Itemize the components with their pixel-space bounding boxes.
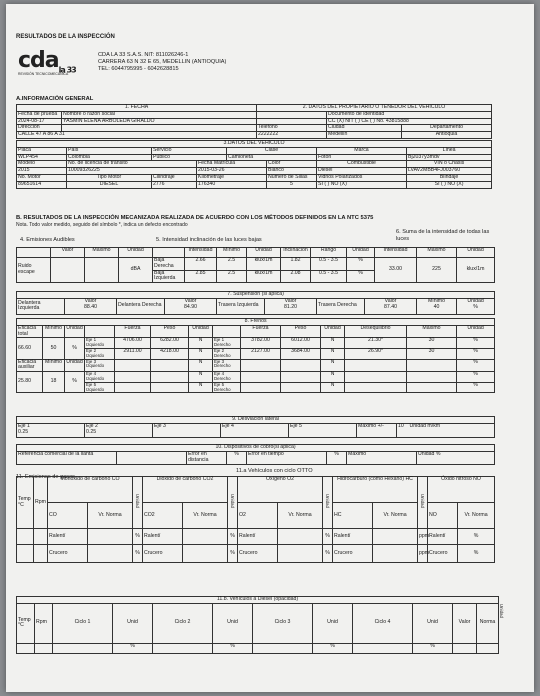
km-label: Kilometraje <box>197 174 267 181</box>
no-crucero-pct: % <box>458 545 495 563</box>
depto-label: Departamento <box>402 125 492 132</box>
co2-crucero-pct: % <box>228 545 238 563</box>
o2-header: Oxígeno O2 <box>238 477 323 503</box>
error-distancia-pct: % <box>227 451 247 464</box>
diesel-norma-label: Norma <box>477 603 499 643</box>
baja-derecha-minimo: 2.5 <box>217 258 247 271</box>
matricula-value: 2015-03-26 <box>197 168 267 175</box>
eje-2-izq-peso: 4218.00 <box>151 348 189 359</box>
co-header: Monóxido de carbono CO <box>48 477 133 503</box>
s5-intensidad-header: Intensidad <box>185 248 217 258</box>
baja-izquierda-inclinacion: 2.08 <box>281 270 311 283</box>
s6-unidad-header: Unidad <box>457 248 495 258</box>
diesel-temp-label: Temp °C <box>17 603 35 643</box>
dir-label: Dirección <box>17 125 62 132</box>
blindaje-label: Blindaje <box>407 174 492 181</box>
no-ralenti-pct: % <box>458 529 495 545</box>
eje-1-maximo: 30 <box>407 338 457 349</box>
ruido-escape-label: Ruido escape <box>17 258 51 283</box>
desv-eje-5-label: Eje 5 <box>289 423 357 437</box>
motor-label: No. Motor <box>17 174 67 181</box>
o2-ralenti-pct: % <box>323 529 333 545</box>
peso-der-header: Peso <box>281 325 321 338</box>
desv-eje-2-value: 0.25 <box>86 428 97 435</box>
motor-value: 89651614 <box>17 181 67 188</box>
fecha-value: 2024-08-17 <box>17 118 62 125</box>
eficacia-auxiliar-unidad: % <box>65 372 85 393</box>
fecha-label: Fecha de prueba <box>17 111 62 118</box>
s9-title: 9. Desviación lateral <box>17 417 495 424</box>
combustible-label: Combustible <box>317 161 407 168</box>
unidad-izq-header: Unidad <box>189 325 213 338</box>
section-a-heading: A.INFORMACIÓN GENERAL <box>16 96 94 102</box>
eje-5-der-unidad: N <box>321 382 345 393</box>
baja-izquierda-intensidad: 2.85 <box>185 270 217 283</box>
baja-derecha-pct: % <box>347 258 375 271</box>
vin-value: LVAV2MBB4FJ003760 <box>407 168 492 175</box>
vehicle-data-table <box>16 140 492 189</box>
eje-3-unidad: % <box>457 359 495 372</box>
frenos-maximo-header: Máximo <box>407 325 457 338</box>
co2-vr-norma: Vr. Norma <box>183 503 228 529</box>
s4-valor-header: Valor <box>51 248 85 258</box>
eje-5-unidad: % <box>457 382 495 393</box>
s6-title: 6. Suma de la intensidad de todas las luces <box>396 229 490 242</box>
eje-2-izq-unidad: N <box>189 348 213 359</box>
color-label: Color <box>267 161 317 168</box>
tel-value: 2222222 <box>257 132 327 139</box>
co2-header: Dióxido de carbono CO2 <box>143 477 228 503</box>
hc-crucero-ppm: ppm <box>418 545 428 563</box>
vidrios-label: Vidrios Polarizados <box>317 174 407 181</box>
co2-ralenti-pct: % <box>228 529 238 545</box>
peso-izq-header: Peso <box>151 325 189 338</box>
unidad-der-header: Unidad <box>321 325 345 338</box>
suspension-table <box>16 291 495 315</box>
no-vr-norma: Vr. Norma <box>458 503 495 529</box>
error-distancia-label: Error en distancia <box>187 451 227 464</box>
hc-ralenti-label: Ralentí <box>333 529 373 545</box>
s1-title: 1. FECHA <box>17 105 257 112</box>
desv-unidad-label: Unidad m/km <box>409 422 441 429</box>
eficacia-auxiliar-minimo: 18 <box>43 372 65 393</box>
ciclo-4-unid: Unid <box>413 603 453 643</box>
baja-derecha-label: Baja Derecha <box>153 258 185 271</box>
s7-title: 7. Suspensión (si aplica) <box>17 292 495 299</box>
co-sub: CO <box>48 503 88 529</box>
marca-label: Marca <box>317 147 407 154</box>
hc-unidad-vertical: Unidad <box>420 494 426 509</box>
eje-4-der-unidad: N <box>321 372 345 383</box>
ef-aux-minimo-header: Mínimo <box>43 359 65 372</box>
eje-2-der-fuerza: 2127.00 <box>241 348 281 359</box>
s5-unidad2-header: Unidad <box>347 248 375 258</box>
company-logo: cda$_{la 33}$ <box>18 48 76 75</box>
no-header: Óxido nitroso NO <box>428 477 495 503</box>
company-address: CARRERA 63 N 32 E 65, MEDELLIN (ANTIOQUIA) <box>98 59 227 65</box>
del-izq-valor-label: Valor <box>84 297 97 304</box>
s8-title: 8. Frenos <box>17 319 495 326</box>
eje-5-izq-unidad: N <box>189 382 213 393</box>
tras-der-value: 87.40 <box>384 303 397 310</box>
licencia-value: 10009326225 <box>67 168 197 175</box>
gases-diesel-table <box>16 596 499 654</box>
tras-der-valor-label: Valor <box>384 297 397 304</box>
s4-title: 4. Emisiones Audibles <box>20 237 75 243</box>
co2-ralenti-label: Ralentí <box>143 529 183 545</box>
tras-der-label: Trasera Derecha <box>317 298 365 314</box>
s5-inclinacion-header: Inclinación <box>281 248 311 258</box>
hc-vr-norma: Vr. Norma <box>373 503 418 529</box>
blindaje-value: SI ( ) NO (X) <box>407 181 492 188</box>
modelo-label: Modelo <box>17 161 67 168</box>
hc-ralenti-ppm: ppm <box>418 529 428 545</box>
eje-1-der-unidad: N <box>321 338 345 349</box>
del-izq-value: 88.40 <box>84 303 97 310</box>
tipo-motor-value: DIESEL <box>67 181 152 188</box>
document-title: RESULTADOS DE LA INSPECCIÓN <box>16 34 115 40</box>
doc-label: Documento de identidad <box>327 111 492 118</box>
eje-1-desequilibrio: 21.30* <box>345 338 407 349</box>
matricula-label: Fecha Matrícula <box>197 161 267 168</box>
tras-izq-value: 81.20 <box>284 303 297 310</box>
nota-text: Nota. Todo valor medido, seguido del símbolo *, indica un defecto encontrado <box>16 222 188 228</box>
company-nit: CDA LA 33 S.A.S. NIT: 811026246-1 <box>98 52 189 58</box>
eje-4-izq-label: Eje 4 Izquierdo <box>85 372 115 383</box>
km-value: 176340 <box>197 181 267 188</box>
ef-aux-unidad-header: Unidad <box>65 359 85 372</box>
s4-unit-value: dBA <box>119 258 153 283</box>
logo-tagline: REVISIÓN TECNICOMECÁNICA <box>18 72 69 76</box>
cobro-maximo-label: Máximo <box>347 451 417 464</box>
desviacion-table <box>16 416 495 438</box>
susp-minimo-label: Mínimo <box>427 297 445 304</box>
s6-unidad-value: klux/1m <box>457 258 495 283</box>
hc-header: Hidrocarburo (como Hexano) HC <box>333 477 418 503</box>
fuerza-izq-header: Fuerza <box>115 325 151 338</box>
s11-title: 11. Emisiones de gases <box>16 474 75 480</box>
dir-value: CALLE 47 A 86 A 31 <box>17 132 257 139</box>
desv-eje-1-label: Eje 1 <box>18 422 30 429</box>
ciudad-label: Ciudad <box>327 125 402 132</box>
linea-label: Línea <box>407 147 492 154</box>
section-b-heading: B. RESULTADOS DE LA INSPECCIÓN MECANIZADA REALIZADA DE ACUERDO CON LOS MÉTODOS DEFINIDOS EN LA NTC 5375 <box>16 215 374 221</box>
eficacia-auxiliar-label: Eficacia auxiliar <box>17 359 43 372</box>
susp-unidad-value: % <box>473 303 478 310</box>
inspection-report-page <box>6 4 534 692</box>
eje-2-der-peso: 3684.00 <box>281 348 321 359</box>
eje-1-der-fuerza: 3782.00 <box>241 338 281 349</box>
otto-temp-label: Temp °C <box>17 477 34 529</box>
desv-eje-3-label: Eje 3 <box>153 423 221 437</box>
doc-value: CC (X) NIT ( ) CE ( ) No. 43815888 <box>327 118 492 125</box>
susp-minimo-value: 40 <box>433 303 440 310</box>
no-sub: NO <box>428 503 458 529</box>
cilindraje-value: 2776 <box>152 181 197 188</box>
clase-value: Camioneta <box>227 154 317 161</box>
eje-1-izq-label: Eje 1 Izquierdo <box>85 338 115 349</box>
error-tiempo-pct: % <box>327 451 347 464</box>
eje-1-izq-unidad: N <box>189 338 213 349</box>
eje-4-der-label: Eje 4 Derecho <box>213 372 241 383</box>
eficacia-total-unidad: % <box>65 338 85 359</box>
ciclo-1-pct: % <box>113 643 153 653</box>
ciclo-2-pct: % <box>213 643 253 653</box>
ciclo-2-label: Ciclo 2 <box>153 603 213 643</box>
clase-label: Clase <box>227 147 317 154</box>
color-value: Blanco <box>267 168 317 175</box>
placa-value: WLP454 <box>17 154 67 161</box>
ciclo-3-pct: % <box>313 643 353 653</box>
ciclo-1-unid: Unid <box>113 603 153 643</box>
co-crucero-pct: % <box>133 545 143 563</box>
servicio-label: Servicio <box>152 147 227 154</box>
baja-izquierda-minimo: 2.5 <box>217 270 247 283</box>
modelo-value: 2015 <box>17 168 67 175</box>
desv-eje-2-label: Eje 2 <box>86 422 98 429</box>
cilindraje-label: Cilindraje <box>152 174 197 181</box>
del-der-value: 84.90 <box>184 303 197 310</box>
ef-total-minimo-header: Mínimo <box>43 325 65 338</box>
eje-2-izq-fuerza: 2911.00 <box>115 348 151 359</box>
eje-3-der-label: Eje 3 Derecho <box>213 359 241 372</box>
error-tiempo-label: Error en tiempo <box>247 451 327 464</box>
eje-3-izq-label: Eje 3 Izquierdo <box>85 359 115 372</box>
o2-crucero-pct: % <box>323 545 333 563</box>
eficacia-total-value: 66.60 <box>17 338 43 359</box>
sillas-value: 5 <box>267 181 317 188</box>
ciclo-2-unid: Unid <box>213 603 253 643</box>
baja-izquierda-pct: % <box>347 270 375 283</box>
s5-unidad-header: Unidad <box>247 248 281 258</box>
o2-crucero-label: Crucero <box>238 545 278 563</box>
co2-sub: CO2 <box>143 503 183 529</box>
pais-value: Colombia <box>67 154 152 161</box>
s11b-title: 11.b. Vehículos a Diesel (opacidad) <box>17 597 499 604</box>
diesel-rpm-label: Rpm <box>35 603 53 643</box>
co2-unidad-vertical: Unidad <box>230 494 235 509</box>
co-vr-norma: Vr. Norma <box>88 503 133 529</box>
baja-derecha-intensidad: 2.66 <box>185 258 217 271</box>
eje-1-der-label: Eje 1 Derecho <box>213 338 241 349</box>
eje-2-unidad: % <box>457 348 495 359</box>
placa-label: Placa <box>17 147 67 154</box>
o2-ralenti-label: Ralentí <box>238 529 278 545</box>
del-der-valor-label: Valor <box>184 297 197 304</box>
ef-total-unidad-header: Unidad <box>65 325 85 338</box>
baja-izquierda-unidad: klux/1m <box>247 270 281 283</box>
eje-4-unidad: % <box>457 372 495 383</box>
co-ralenti-pct: % <box>133 529 143 545</box>
eje-2-maximo: 30 <box>407 348 457 359</box>
tras-izq-label: Trasera Izquierda <box>217 298 265 314</box>
linea-value: Bj2037y3mdv <box>407 154 492 161</box>
no-crucero-label: Crucero <box>428 545 458 563</box>
eficacia-total-minimo: 50 <box>43 338 65 359</box>
s4-maximo-header: Máximo <box>85 248 119 258</box>
eje-4-izq-unidad: N <box>189 372 213 383</box>
cobro-unidad-label: Unidad % <box>417 451 495 464</box>
ciclo-3-unid: Unid <box>313 603 353 643</box>
company-phone: TEL: 6044795995 - 6042628815 <box>98 66 179 72</box>
baja-derecha-inclinacion: 1.82 <box>281 258 311 271</box>
ciudad-value: Medellin <box>327 132 402 139</box>
eje-2-der-label: Eje 2 Derecho <box>213 348 241 359</box>
tel-label: Teléfono <box>257 125 327 132</box>
nombre-value: YASMIN ELENA ARBOLEDA GIRALDO <box>62 118 257 125</box>
ciclo-1-label: Ciclo 1 <box>53 603 113 643</box>
tipo-motor-label: Tipo Motor <box>67 174 152 181</box>
desv-maximo-label: Máximo +/- <box>357 423 397 437</box>
eje-3-izq-unidad: N <box>189 359 213 372</box>
baja-derecha-unidad: klux/1m <box>247 258 281 271</box>
ciclo-4-pct: % <box>413 643 453 653</box>
desv-maximo-value: 10 <box>398 422 404 429</box>
owner-info-table <box>16 104 492 139</box>
s5-minimo-header: Mínimo <box>217 248 247 258</box>
eje-2-der-unidad: N <box>321 348 345 359</box>
ciclo-4-label: Ciclo 4 <box>353 603 413 643</box>
desequilibrio-header: Desequilibrio <box>345 325 407 338</box>
baja-derecha-rango: 0.5 - 3.5 <box>311 258 347 271</box>
tras-izq-valor-label: Valor <box>284 297 297 304</box>
s6-intensidad-header: Intensidad <box>375 248 417 258</box>
s11a-title: 11.a Vehículos con ciclo OTTO <box>236 468 313 474</box>
o2-sub: O2 <box>238 503 278 529</box>
hc-sub: HC <box>333 503 373 529</box>
s5-rango-header: Rango <box>311 248 347 258</box>
co-ralenti-label: Ralentí <box>48 529 88 545</box>
eje-1-unidad: % <box>457 338 495 349</box>
combustible-value: Diesel <box>317 168 407 175</box>
o2-unidad-vertical: Unidad <box>325 494 331 509</box>
del-izq-label: Delantera Izquierda <box>17 298 65 314</box>
eje-1-izq-fuerza: 4706.00 <box>115 338 151 349</box>
hc-crucero-label: Crucero <box>333 545 373 563</box>
co-unidad-vertical: Unidad <box>135 494 140 509</box>
no-ralenti-label: Ralentí <box>428 529 458 545</box>
baja-izquierda-rango: 0.5 - 3.5 <box>311 270 347 283</box>
vidrios-value: SI ( ) NO (X) <box>317 181 407 188</box>
co-crucero-label: Crucero <box>48 545 88 563</box>
susp-unidad-label: Unidad <box>467 297 484 304</box>
s10-title: 10. Dispositivos de cobro(si aplica) <box>17 445 495 452</box>
s2-title: 2. DATOS DEL PROPIETARIO O TENEDOR DEL VEHICULO <box>257 105 492 112</box>
s6-maximo-header: Máximo <box>417 248 457 258</box>
s5-title: 5. Intensidad inclinación de las luces bajas <box>156 237 262 243</box>
o2-vr-norma: Vr. Norma <box>278 503 323 529</box>
eje-5-der-label: Eje 5 Derecho <box>213 382 241 393</box>
diesel-unidad-vertical: Unidad <box>499 604 504 618</box>
eje-2-izq-label: Eje 2 Izquierdo <box>85 348 115 359</box>
s6-maximo-value: 225 <box>417 258 457 283</box>
licencia-label: No. de licencia de tránsito <box>67 161 197 168</box>
desv-eje-1-value: 0.25 <box>18 428 29 435</box>
audible-lights-table <box>16 247 495 283</box>
eje-2-desequilibrio: 26.90* <box>345 348 407 359</box>
baja-izquierda-label: Baja Izquierda <box>153 270 185 283</box>
s3-title: 3.DATOS DEL VEHICULO <box>17 141 492 148</box>
marca-value: Foton <box>317 154 407 161</box>
gases-otto-table <box>16 476 495 563</box>
eje-1-izq-peso: 6282.00 <box>151 338 189 349</box>
eficacia-auxiliar-value: 25.80 <box>17 372 43 393</box>
eficacia-total-label: Eficacia total <box>17 325 43 338</box>
desv-eje-4-label: Eje 4 <box>221 423 289 437</box>
sillas-label: Número de Sillas <box>267 174 317 181</box>
vin-label: VIN o Chasis <box>407 161 492 168</box>
s6-intensidad-value: 33.00 <box>375 258 417 283</box>
pais-label: País <box>67 147 152 154</box>
dispositivos-cobro-table <box>16 444 495 465</box>
eje-1-der-peso: 6012.00 <box>281 338 321 349</box>
nombre-label: Nombre o razón social <box>62 111 257 118</box>
del-der-label: Delantera Derecha <box>117 298 165 314</box>
s4-unidad-header: Unidad <box>119 248 153 258</box>
diesel-valor-label: Valor <box>453 603 477 643</box>
fuerza-der-header: Fuerza <box>241 325 281 338</box>
depto-value: Antioquia <box>402 132 492 139</box>
co2-crucero-label: Crucero <box>143 545 183 563</box>
eje-3-der-unidad: N <box>321 359 345 372</box>
frenos-table <box>16 318 495 393</box>
servicio-value: Público <box>152 154 227 161</box>
ref-llanta-label: Referencia comercial de la llanta <box>17 451 117 464</box>
otto-rpm-label: Rpm <box>34 477 48 529</box>
eje-5-izq-label: Eje 5 Izquierdo <box>85 382 115 393</box>
ciclo-3-label: Ciclo 3 <box>253 603 313 643</box>
frenos-unidad-header: Unidad <box>457 325 495 338</box>
